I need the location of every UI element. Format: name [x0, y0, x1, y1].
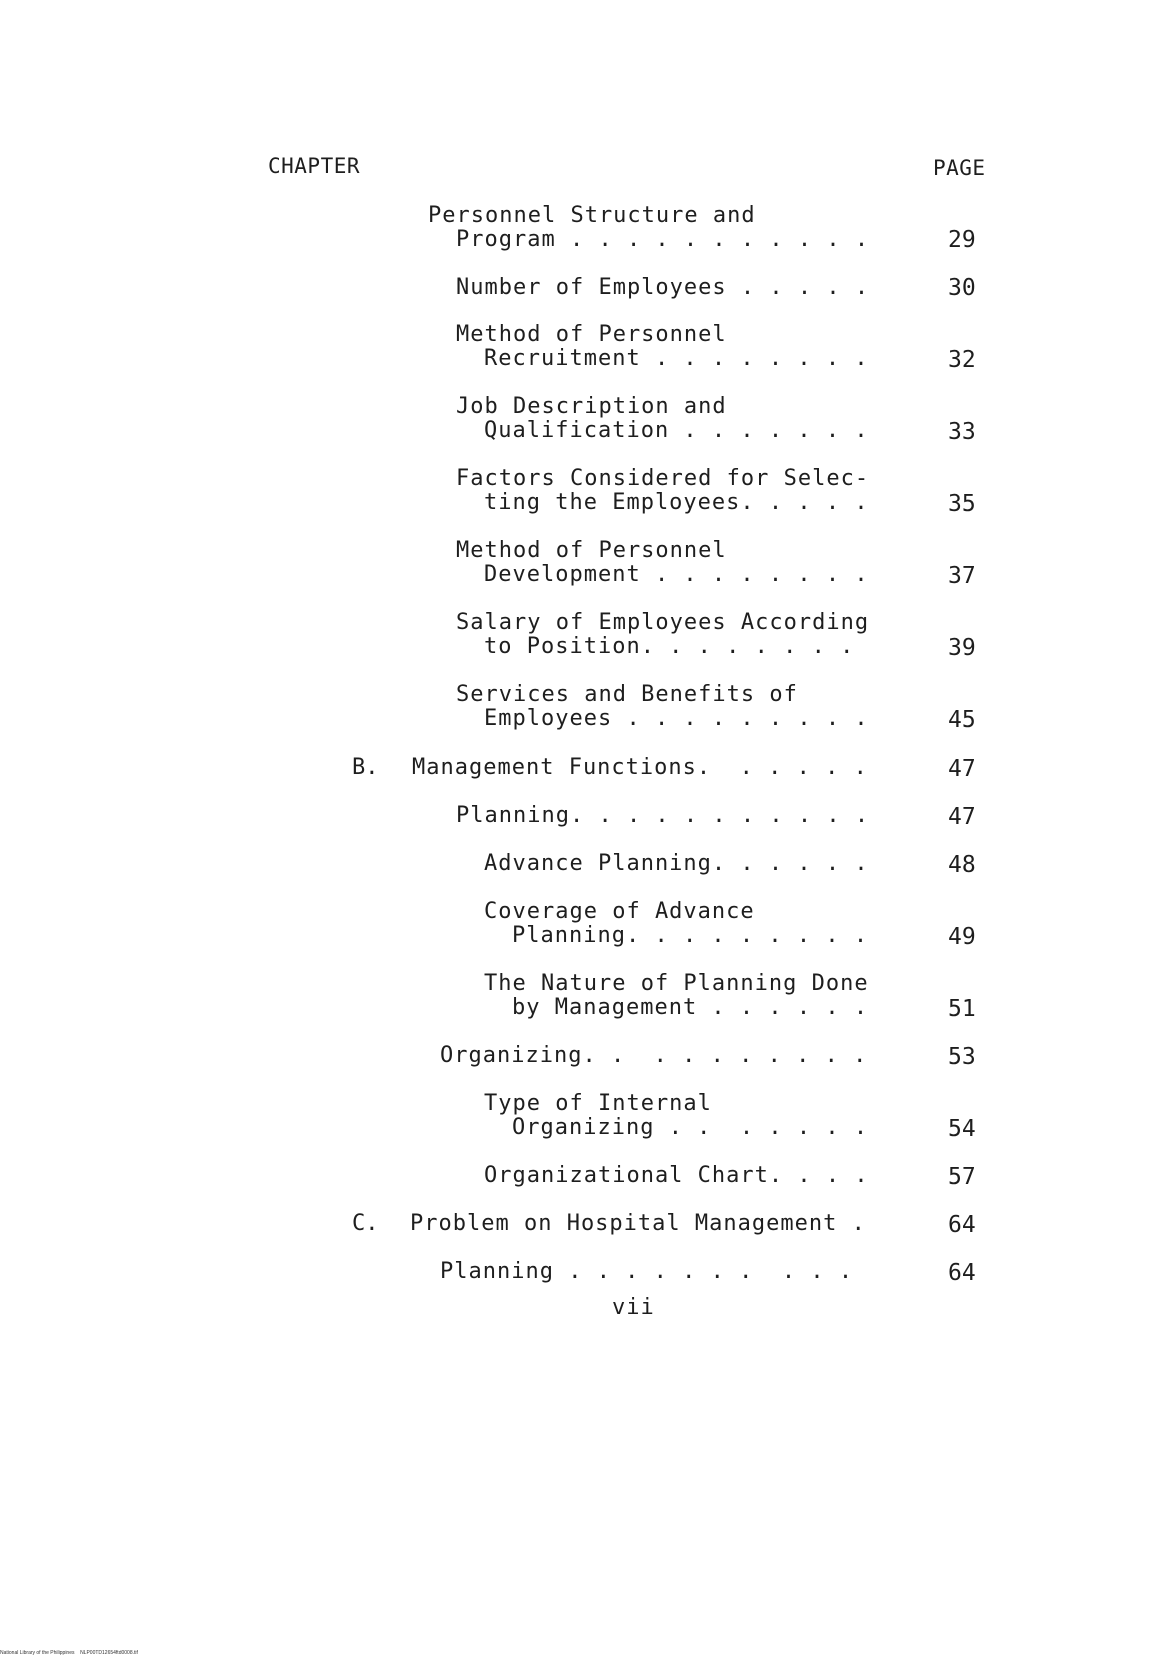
toc-entry-page: 53 [948, 1044, 976, 1070]
toc-section-letter: B. [352, 755, 379, 780]
toc-entry-title-cont: Program . . . . . . . . . . . [456, 227, 870, 252]
toc-entry-title: Management Functions. . . . . . [412, 755, 868, 780]
toc-entry-page: 29 [948, 227, 976, 253]
toc-entry-title: Planning. . . . . . . . . . . [456, 803, 870, 828]
footer-file: NLP00TD12654ftd0008.tif [80, 1650, 138, 1656]
scan-footer-stamp [0, 1650, 138, 1656]
toc-entry-page: 45 [948, 707, 976, 733]
toc-entry-title-cont: by Management . . . . . . [512, 995, 869, 1020]
toc-entry-page: 37 [948, 563, 976, 589]
toc-entry-title: Method of Personnel [456, 322, 727, 347]
footer-library: National Library of the Philippines [0, 1650, 75, 1656]
toc-entry-title-cont: Organizing . . . . . . . [512, 1115, 869, 1140]
toc-section-letter: C. [352, 1211, 379, 1236]
toc-entry-title-cont: Qualification . . . . . . . [484, 418, 869, 443]
toc-entry-title: Number of Employees . . . . . [456, 275, 870, 300]
toc-entry-page: 49 [948, 924, 976, 950]
toc-entry-page: 48 [948, 852, 976, 878]
page-number-folio: vii [612, 1295, 655, 1320]
toc-entry-page: 39 [948, 635, 976, 661]
toc-entry-page: 51 [948, 996, 976, 1022]
toc-entry-title: Advance Planning. . . . . . [484, 851, 869, 876]
toc-entry-title: Factors Considered for Selec- [456, 466, 870, 491]
toc-entry-title: Organizational Chart. . . . [484, 1163, 869, 1188]
toc-entry-title: Coverage of Advance [484, 899, 755, 924]
toc-entry-title: Job Description and [456, 394, 727, 419]
toc-entry-page: 33 [948, 419, 976, 445]
chapter-column-header: CHAPTER [268, 154, 361, 178]
toc-entry-title: The Nature of Planning Done [484, 971, 869, 996]
page-column-header: PAGE [933, 156, 986, 180]
toc-entry-page: 47 [948, 756, 976, 782]
toc-entry-title: Salary of Employees According [456, 610, 870, 635]
toc-entry-page: 57 [948, 1164, 976, 1190]
toc-entry-title-cont: Development . . . . . . . . [484, 562, 869, 587]
toc-entry-page: 35 [948, 491, 976, 517]
toc-entry-title-cont: ting the Employees. . . . . [484, 490, 869, 515]
toc-entry-title: Method of Personnel [456, 538, 727, 563]
toc-entry-title: Services and Benefits of [456, 682, 798, 707]
toc-entry-title-cont: Planning. . . . . . . . . [512, 923, 869, 948]
toc-entry-title: Personnel Structure and [428, 203, 756, 228]
toc-entry-title-cont: Employees . . . . . . . . . [484, 706, 869, 731]
toc-entry-page: 54 [948, 1116, 976, 1142]
toc-entry-title: Type of Internal [484, 1091, 712, 1116]
toc-entry-title-cont: Recruitment . . . . . . . . [484, 346, 869, 371]
toc-entry-page: 64 [948, 1212, 976, 1238]
toc-entry-title: Planning . . . . . . . . . . [440, 1259, 854, 1284]
toc-entry-page: 47 [948, 804, 976, 830]
toc-entry-title: Organizing. . . . . . . . . . [440, 1043, 868, 1068]
toc-entry-page: 30 [948, 275, 976, 301]
toc-entry-page: 32 [948, 347, 976, 373]
toc-entry-page: 64 [948, 1260, 976, 1286]
toc-entry-title-cont: to Position. . . . . . . . [484, 634, 855, 659]
toc-entry-title: Problem on Hospital Management . [410, 1211, 866, 1236]
